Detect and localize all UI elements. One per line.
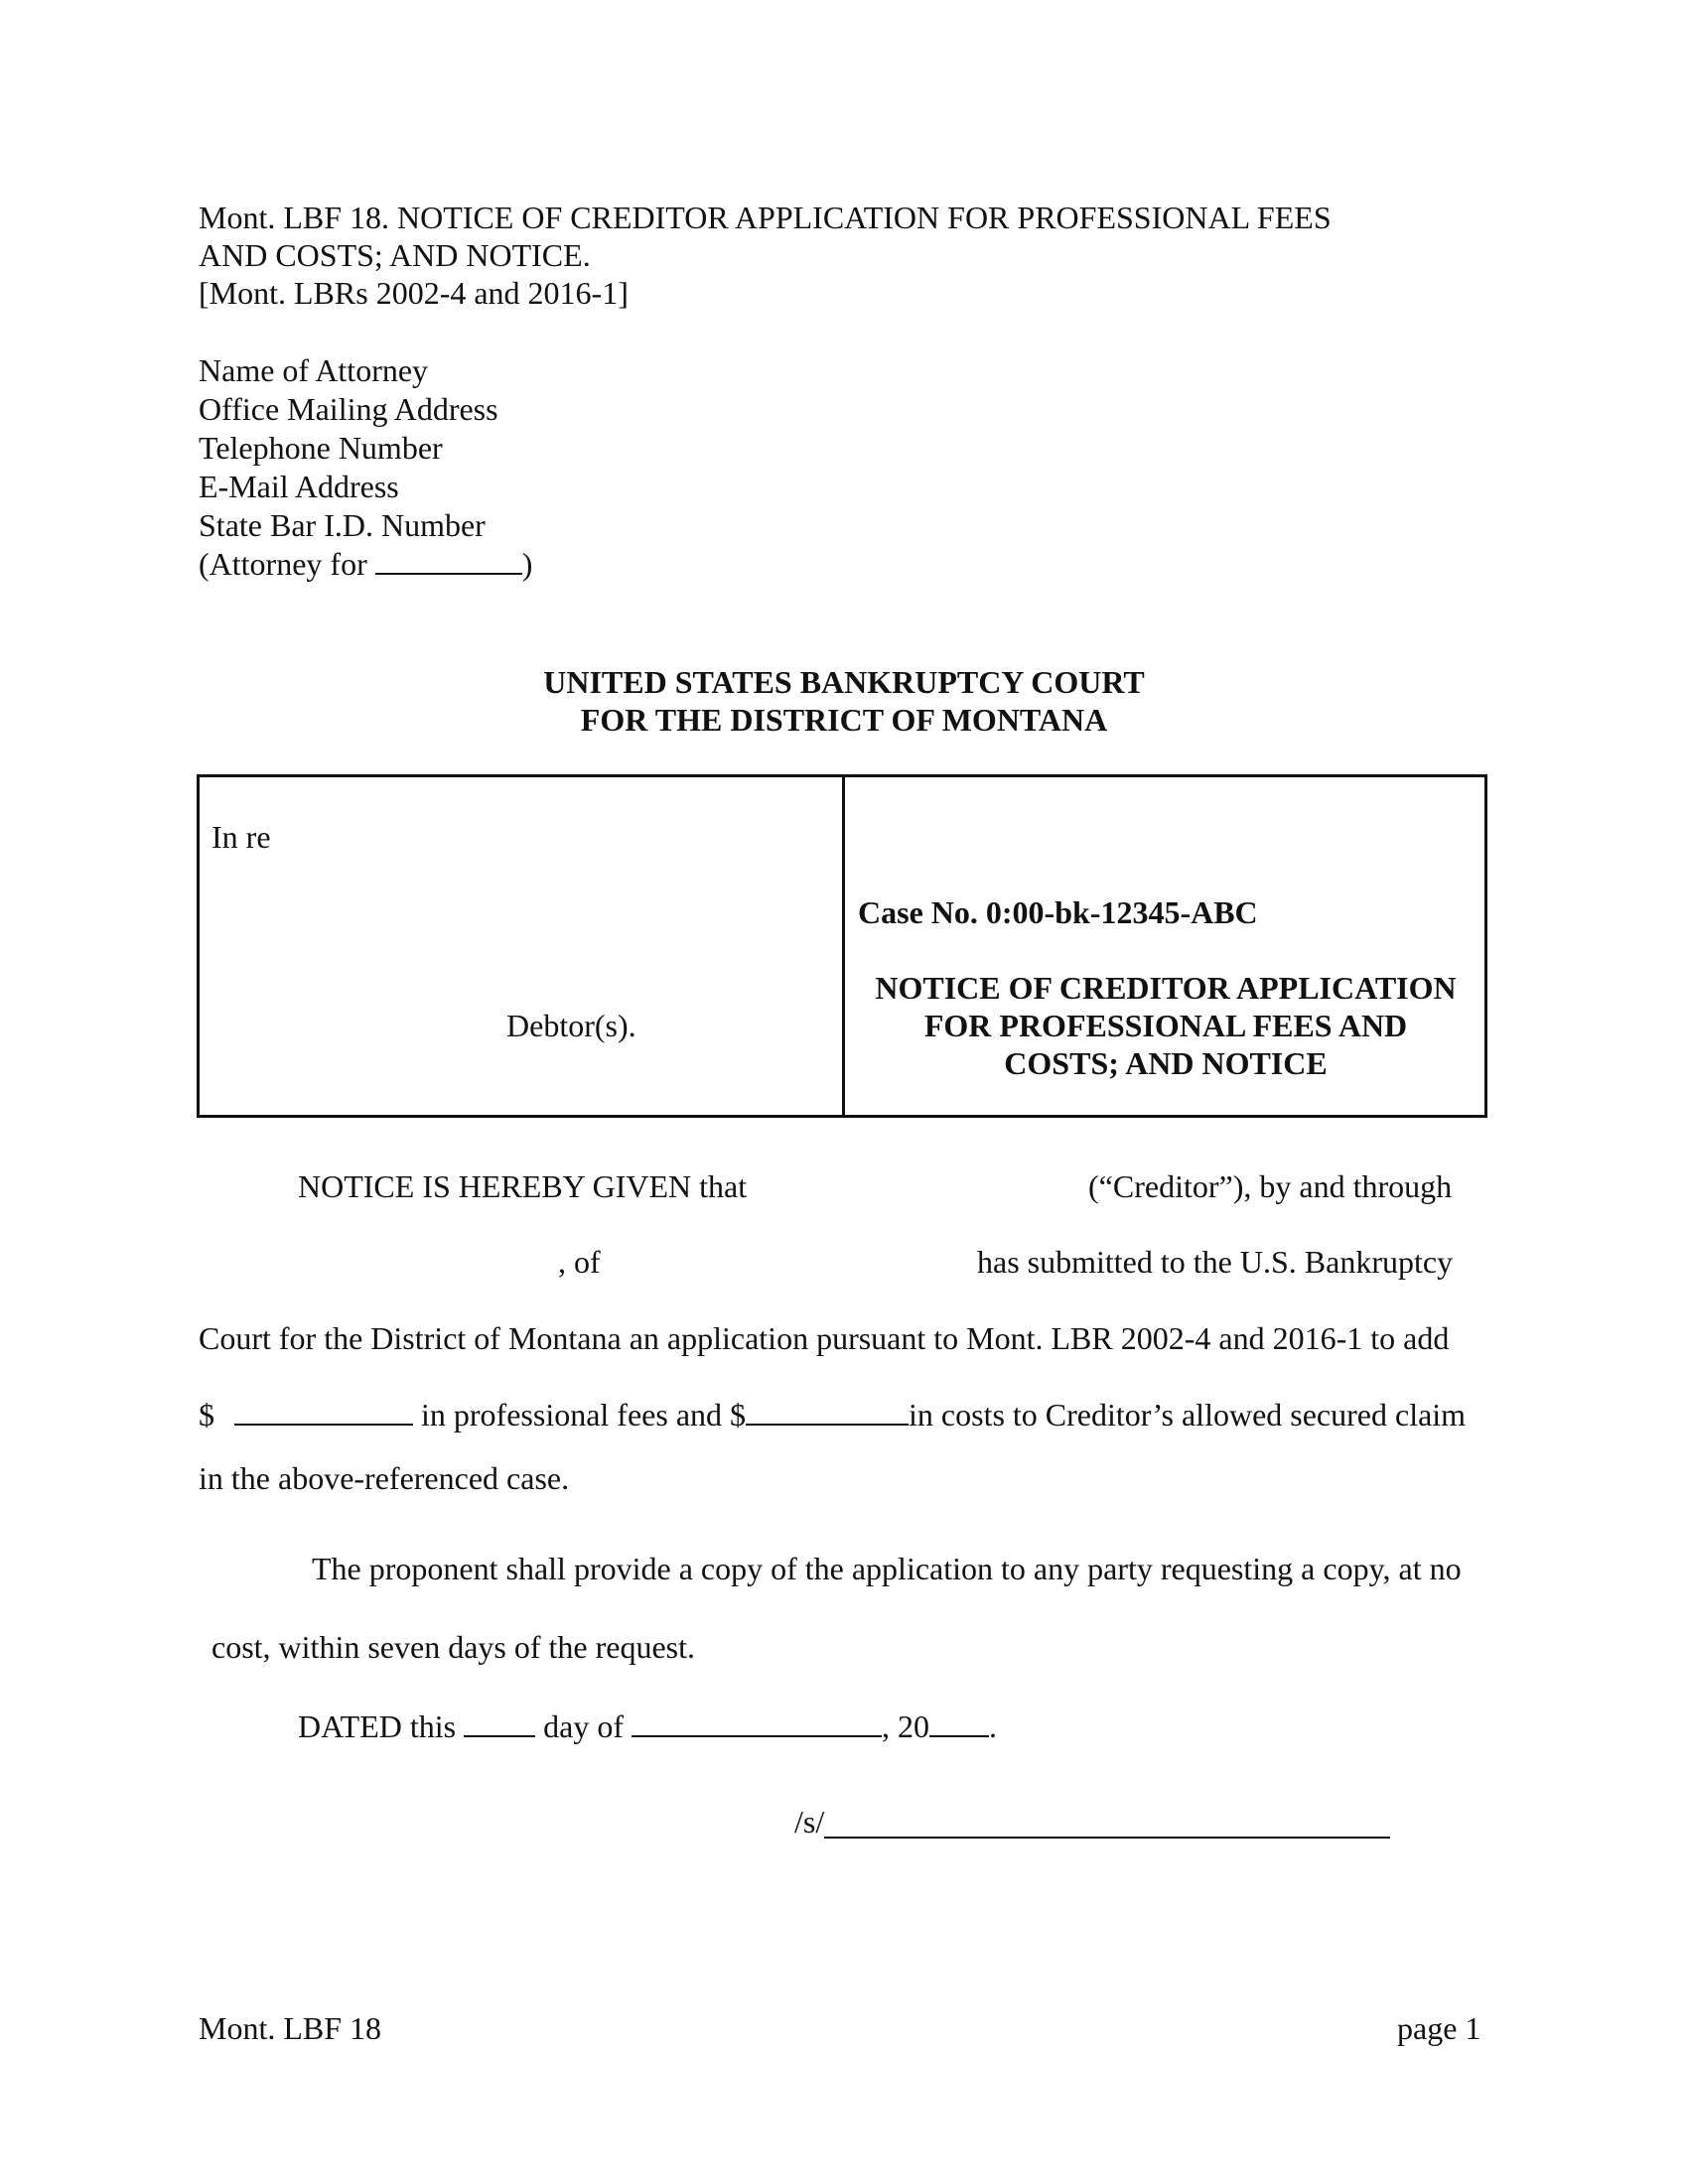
attorney-email: E-Mail Address	[199, 469, 399, 504]
attorney-name: Name of Attorney	[199, 352, 429, 388]
form-title-line1: Mont. LBF 18. NOTICE OF CREDITOR APPLICATION FOR PROFESSIONAL FEES	[199, 200, 1332, 235]
attorney-address: Office Mailing Address	[199, 391, 498, 427]
attorney-for-close: )	[521, 546, 533, 582]
year-prefix: , 20	[881, 1708, 929, 1744]
attorney-for-open: (Attorney for	[199, 546, 367, 582]
dated-line	[298, 1707, 997, 1745]
in-re-label: In re	[211, 819, 271, 855]
month-blank[interactable]	[632, 1709, 882, 1737]
professional-fees-blank[interactable]	[234, 1398, 413, 1426]
proponent-text-line1: The proponent shall provide a copy of the application to any party requesting a copy, at no	[312, 1551, 1462, 1586]
fees-end-text: in costs to Creditor’s allowed secured claim	[909, 1397, 1467, 1433]
attorney-for-line	[199, 545, 532, 583]
of-label: , of	[558, 1244, 601, 1280]
creditor-label: (“Creditor”), by and through	[1088, 1168, 1453, 1204]
document-title-line3: COSTS; AND NOTICE	[1004, 1045, 1328, 1081]
footer-page-number: page 1	[1397, 2010, 1481, 2046]
application-text: Court for the District of Montana an application pursuant to Mont. LBR 2002-4 and 2016-1 to add	[199, 1320, 1450, 1356]
form-title-line2: AND COSTS; AND NOTICE.	[199, 237, 591, 273]
attorney-for-blank[interactable]	[375, 547, 522, 575]
document-title-line1: NOTICE OF CREDITOR APPLICATION	[875, 970, 1457, 1006]
debtor-label: Debtor(s).	[506, 1008, 636, 1043]
dated-label: DATED this	[298, 1708, 457, 1744]
document-title-line2: FOR PROFESSIONAL FEES AND	[923, 1008, 1408, 1043]
costs-blank[interactable]	[746, 1398, 909, 1426]
case-number: Case No. 0:00-bk-12345-ABC	[858, 894, 1258, 930]
dollar-sign-fees: $	[199, 1397, 214, 1433]
day-of-label: day of	[543, 1708, 624, 1744]
rule-reference: [Mont. LBRs 2002-4 and 2016-1]	[199, 275, 629, 311]
notice-intro: NOTICE IS HEREBY GIVEN that	[298, 1168, 748, 1204]
dated-period: .	[988, 1708, 997, 1744]
court-name-line2: FOR THE DISTRICT OF MONTANA	[580, 702, 1108, 738]
day-blank[interactable]	[464, 1709, 535, 1737]
signature-line[interactable]	[824, 1837, 1390, 1839]
footer-form-id: Mont. LBF 18	[199, 2010, 382, 2046]
court-name-line1: UNITED STATES BANKRUPTCY COURT	[543, 664, 1145, 700]
attorney-phone: Telephone Number	[199, 430, 443, 466]
proponent-text-line2: cost, within seven days of the request.	[211, 1629, 695, 1665]
submitted-text: has submitted to the U.S. Bankruptcy	[977, 1244, 1454, 1280]
fees-costs-line	[199, 1396, 1466, 1433]
signature-prefix: /s/	[794, 1804, 825, 1840]
referenced-case-text: in the above-referenced case.	[199, 1460, 570, 1496]
attorney-bar-id: State Bar I.D. Number	[199, 507, 486, 543]
year-blank[interactable]	[929, 1709, 989, 1737]
fees-mid-text: in professional fees and $	[421, 1397, 747, 1433]
